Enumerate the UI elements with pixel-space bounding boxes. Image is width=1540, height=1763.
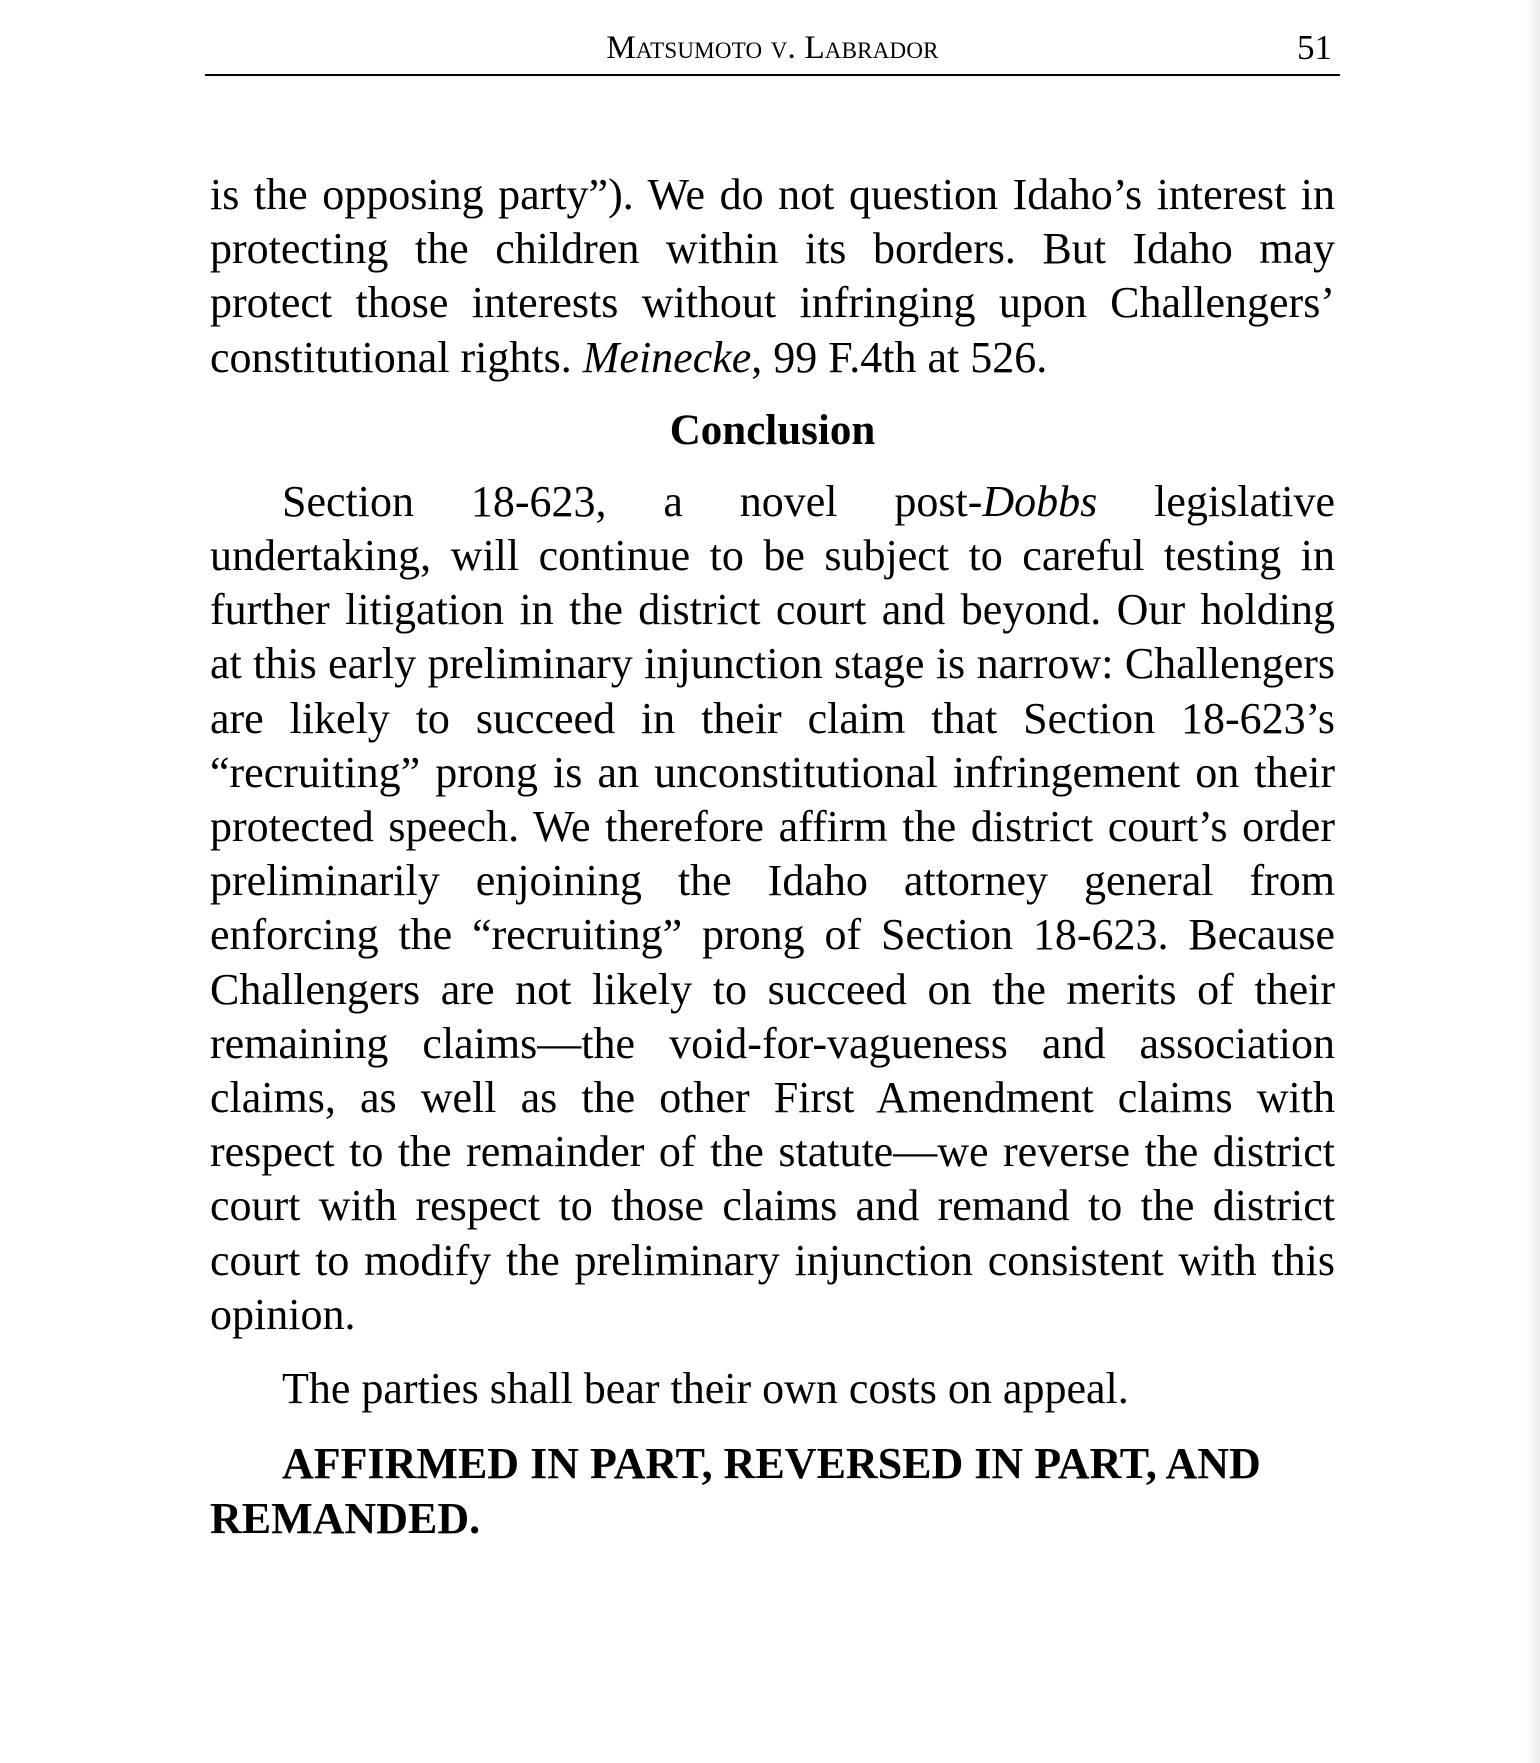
case-name-italic: Dobbs [982,476,1098,526]
case-citation-reporter: , 99 F.4th at 526. [751,332,1048,382]
section-heading: Conclusion [669,406,876,454]
page-number: 51 [1297,28,1332,67]
opinion-body [210,168,1335,1546]
case-title: Matsumoto v. Labrador [606,30,939,66]
paragraph-text: legislative undertaking, will continue to be subject to careful testing in further litigation in the district court and beyond. Our holding at this early preliminary injunction stage is narrow: Challengers are likely to succeed in their claim that Section 18-623’s “recruiting” prong is an unconstitutional infringement on their protected speech. We therefore affirm the district court’s order preliminarily enjoining the Idaho attorney general from enforcing the “recruiting” prong of Section 18-623. Because Challengers are not likely to succeed on the merits of their remaining claims—the void-for-vagueness and association claims, as well as the other First Amendment claims with respect to the remainder of the statute—we reverse the district court with respect to those claims and remand to the district court to modify the preliminary injunction consistent with this opinion. [210,476,1335,1339]
paragraph-lead: Section 18-623, a novel post- [282,476,983,526]
case-citation-name: Meinecke [582,332,752,382]
costs-paragraph: The parties shall bear their own costs on appeal. [282,1364,1129,1414]
disposition: AFFIRMED IN PART, REVERSED IN PART, AND REMANDED. [210,1439,1261,1544]
running-header [205,24,1340,76]
page-edge-shadow [1526,0,1540,1763]
paragraph-continued [210,168,1335,385]
paragraph-text: is the opposing party”). We do not question Idaho’s interest in protecting the children within its borders. But Idaho may protect those interests without infringing upon Challengers’ constitutional rights. [210,170,1335,382]
conclusion-paragraph [210,475,1335,1342]
